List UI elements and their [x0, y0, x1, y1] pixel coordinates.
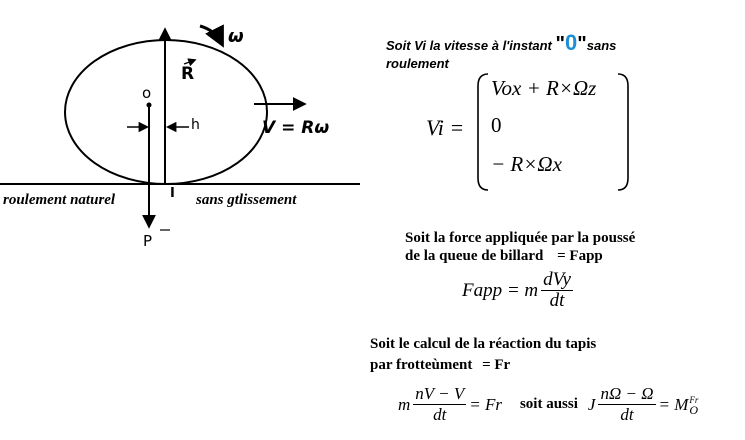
fapp-lhs: Fapp = m: [462, 279, 539, 301]
intro-text: Soit Vi la vitesse à l'instant: [386, 38, 552, 53]
vi-row-1: Vox + R×Ωz: [491, 76, 597, 100]
vi-bracket-right: [616, 72, 630, 192]
fr-rhs: = Fr: [469, 394, 502, 414]
fr-den: dt: [433, 405, 447, 424]
force-desc: de la queue de billard: [405, 248, 544, 264]
j-num: nΩ − Ω: [600, 384, 654, 403]
force-line-1: Soit la force appliquée par la poussé: [405, 230, 636, 246]
intro-line-2: roulement: [386, 56, 449, 71]
reaction-fr: = Fr: [482, 357, 511, 373]
rolling-label: roulement naturel: [3, 192, 116, 208]
fr-m: m: [398, 394, 411, 414]
soit-aussi: soit aussi: [519, 396, 578, 412]
vi-lhs: Vi =: [426, 115, 465, 140]
j-inertia: J: [587, 394, 596, 414]
fapp-den: dt: [549, 290, 565, 311]
reaction-line-2: [370, 357, 510, 374]
fr-num: nV − V: [415, 384, 465, 403]
sliding-label: sans gtlissement: [196, 192, 297, 208]
velocity-label: V = Rω: [262, 118, 330, 138]
p-label: P: [143, 232, 153, 250]
j-fraction: [598, 384, 655, 425]
h-label: h: [191, 117, 200, 133]
reaction-line-1: Soit le calcul de la réaction du tapis: [370, 336, 597, 352]
omega-arrow: [200, 26, 222, 44]
fr-fraction: [413, 384, 466, 425]
omega-label: ω: [228, 26, 244, 47]
intro-sans: sans: [586, 38, 617, 53]
quote-close: ": [577, 33, 587, 55]
o-label: o: [142, 84, 152, 102]
fapp-fraction: [541, 270, 573, 311]
r-label: R: [181, 64, 195, 84]
j-den: dt: [620, 405, 634, 424]
vi-bracket-left: [476, 72, 490, 192]
reaction-desc: par frotteùment: [370, 357, 473, 373]
vi-row-2: 0: [491, 113, 502, 137]
vi-row-3: − R×Ωx: [491, 152, 562, 176]
moment-indices: [689, 395, 698, 415]
force-fapp: = Fapp: [557, 248, 603, 264]
fr-equation: [398, 384, 698, 425]
moment-sup: Fr: [689, 394, 699, 405]
moment-sub: O: [689, 402, 699, 417]
force-line-2: [405, 248, 603, 265]
instant-zero: 0: [565, 30, 578, 55]
center-point: [147, 103, 152, 108]
i-label: I: [170, 186, 175, 201]
quote-open: ": [555, 33, 565, 55]
fapp-num: dVy: [543, 269, 571, 290]
j-rhs: = M: [658, 394, 689, 414]
intro-line-1: [386, 30, 616, 56]
fapp-equation: [462, 270, 576, 311]
